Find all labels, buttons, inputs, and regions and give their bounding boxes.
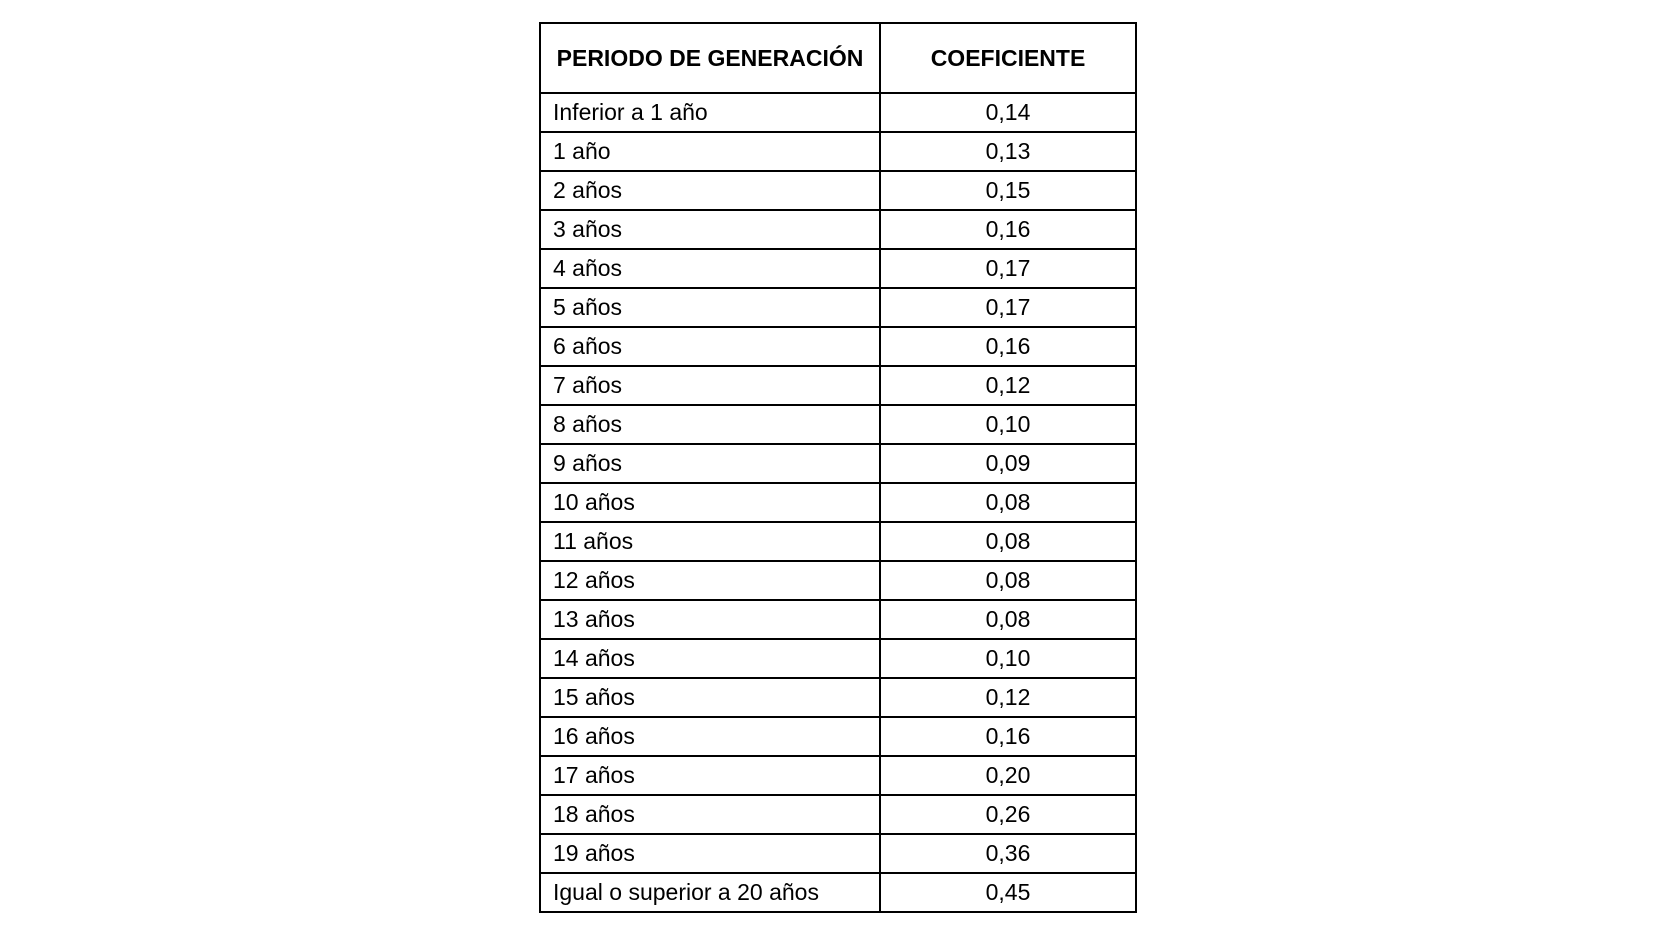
coefficient-cell: 0,08 <box>880 522 1136 561</box>
header-period: PERIODO DE GENERACIÓN <box>540 23 880 93</box>
table-row <box>540 249 1136 288</box>
table-row <box>540 600 1136 639</box>
period-cell: 14 años <box>540 639 880 678</box>
period-cell: 2 años <box>540 171 880 210</box>
coefficient-cell: 0,10 <box>880 639 1136 678</box>
period-cell: 15 años <box>540 678 880 717</box>
period-cell: 3 años <box>540 210 880 249</box>
table-row <box>540 132 1136 171</box>
coefficient-cell: 0,09 <box>880 444 1136 483</box>
table-row <box>540 288 1136 327</box>
table-row <box>540 717 1136 756</box>
period-cell: 9 años <box>540 444 880 483</box>
coefficient-cell: 0,08 <box>880 561 1136 600</box>
coefficient-cell: 0,16 <box>880 327 1136 366</box>
table-row <box>540 834 1136 873</box>
period-cell: 11 años <box>540 522 880 561</box>
coefficient-cell: 0,15 <box>880 171 1136 210</box>
table-body <box>540 93 1136 912</box>
coefficient-cell: 0,12 <box>880 366 1136 405</box>
period-cell: 10 años <box>540 483 880 522</box>
table-row <box>540 93 1136 132</box>
header-coefficient: COEFICIENTE <box>880 23 1136 93</box>
table-row <box>540 327 1136 366</box>
coefficient-cell: 0,12 <box>880 678 1136 717</box>
period-cell: Inferior a 1 año <box>540 93 880 132</box>
table-row <box>540 366 1136 405</box>
coefficient-cell: 0,13 <box>880 132 1136 171</box>
coefficient-cell: 0,16 <box>880 717 1136 756</box>
coefficient-cell: 0,26 <box>880 795 1136 834</box>
period-cell: 7 años <box>540 366 880 405</box>
period-cell: 4 años <box>540 249 880 288</box>
coefficient-cell: 0,20 <box>880 756 1136 795</box>
header-row <box>540 23 1136 93</box>
period-cell: 18 años <box>540 795 880 834</box>
table-row <box>540 171 1136 210</box>
period-cell: 8 años <box>540 405 880 444</box>
period-cell: 17 años <box>540 756 880 795</box>
table-header <box>540 23 1136 93</box>
table-row <box>540 483 1136 522</box>
coefficient-cell: 0,17 <box>880 249 1136 288</box>
table-row <box>540 210 1136 249</box>
table-row <box>540 756 1136 795</box>
period-cell: 6 años <box>540 327 880 366</box>
coefficient-cell: 0,16 <box>880 210 1136 249</box>
coefficient-cell: 0,36 <box>880 834 1136 873</box>
table-row <box>540 873 1136 912</box>
period-cell: 1 año <box>540 132 880 171</box>
coefficient-cell: 0,08 <box>880 483 1136 522</box>
table-row <box>540 678 1136 717</box>
period-cell: 13 años <box>540 600 880 639</box>
coefficient-cell: 0,17 <box>880 288 1136 327</box>
table-row <box>540 405 1136 444</box>
table-row <box>540 795 1136 834</box>
coefficient-cell: 0,08 <box>880 600 1136 639</box>
coefficient-cell: 0,45 <box>880 873 1136 912</box>
table-row <box>540 561 1136 600</box>
table-row <box>540 522 1136 561</box>
coefficient-table-container <box>539 22 1135 913</box>
coefficient-cell: 0,10 <box>880 405 1136 444</box>
table-row <box>540 444 1136 483</box>
period-cell: 12 años <box>540 561 880 600</box>
period-cell: 16 años <box>540 717 880 756</box>
table-row <box>540 639 1136 678</box>
period-cell: 5 años <box>540 288 880 327</box>
period-cell: Igual o superior a 20 años <box>540 873 880 912</box>
coefficient-cell: 0,14 <box>880 93 1136 132</box>
coefficient-table <box>539 22 1137 913</box>
period-cell: 19 años <box>540 834 880 873</box>
